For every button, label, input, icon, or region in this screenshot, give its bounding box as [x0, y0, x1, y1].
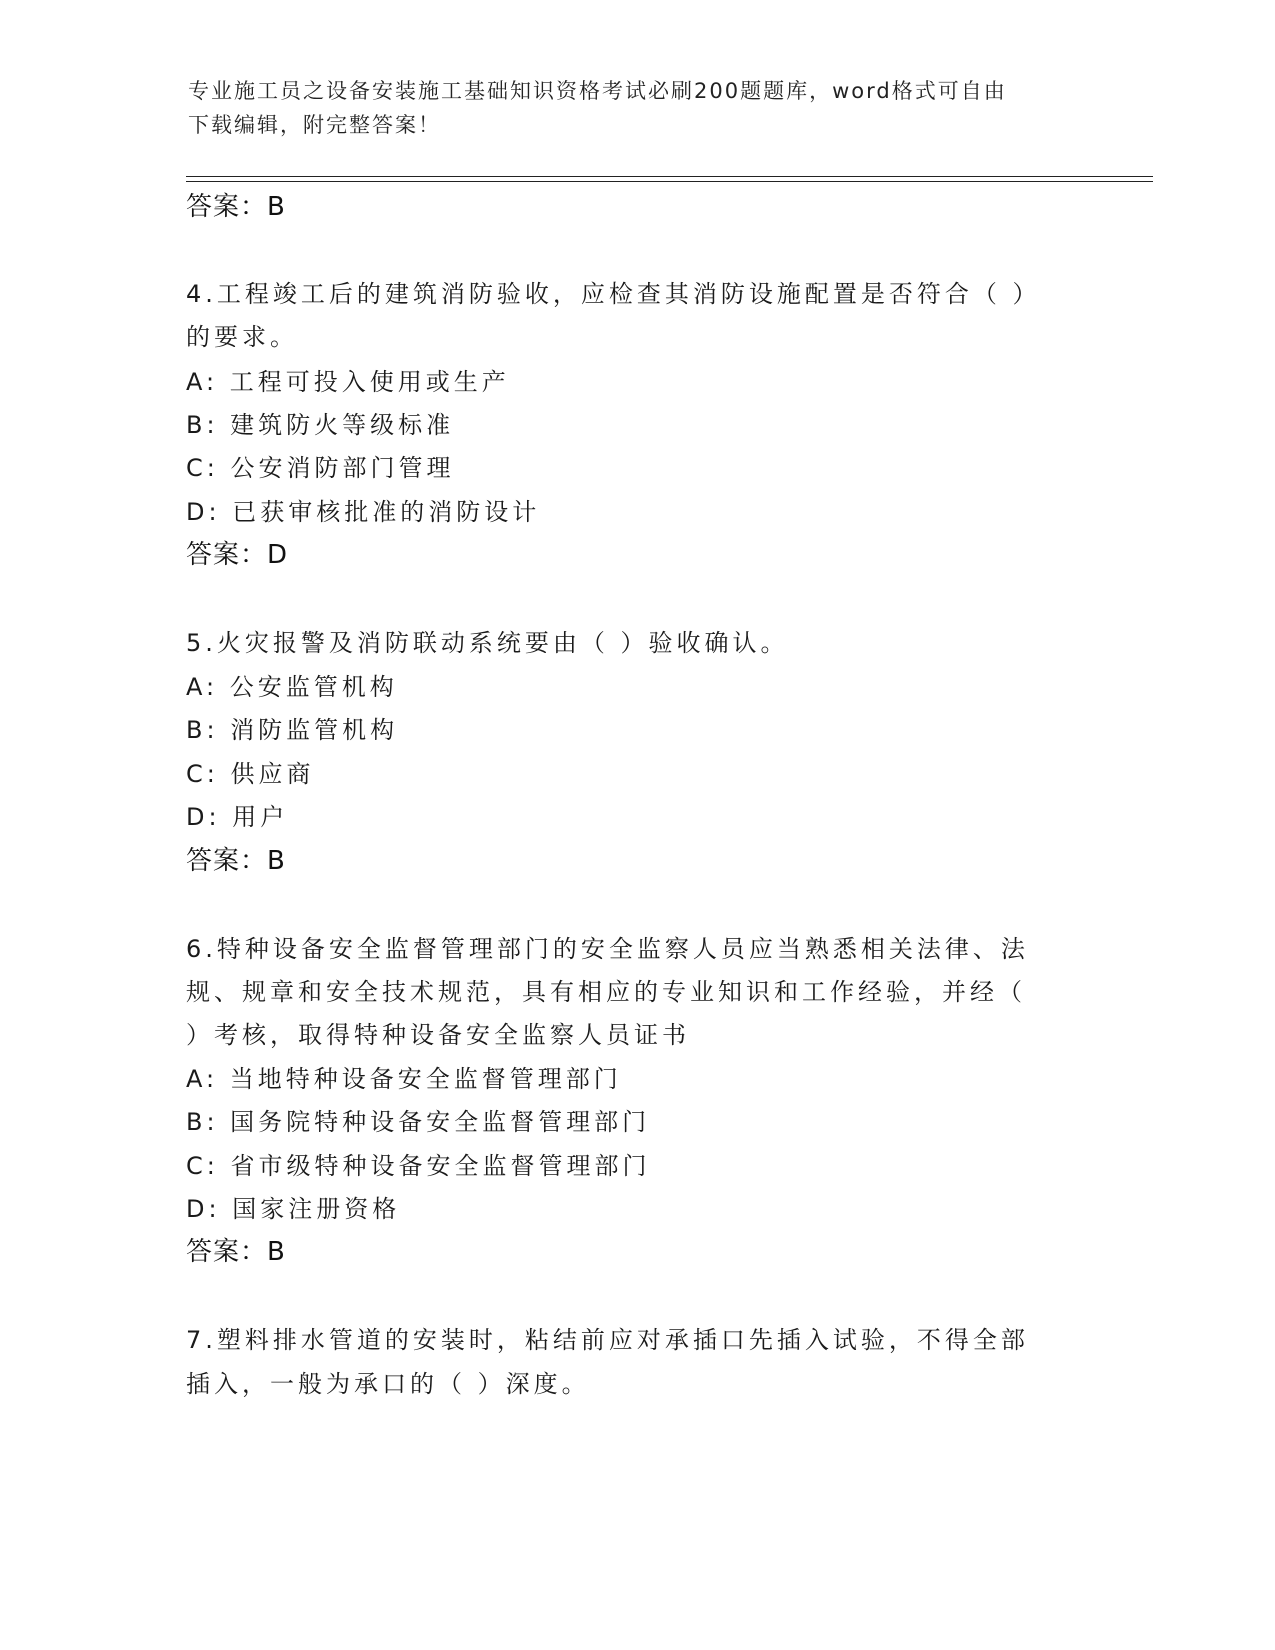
header-divider-top — [186, 176, 1153, 177]
question-7-stem-line-2: 插入，一般为承口的（ ）深度。 — [186, 1370, 590, 1398]
question-6-option-d: D: 国家注册资格 — [186, 1195, 401, 1223]
question-4-option-a: A: 工程可投入使用或生产 — [186, 368, 510, 396]
question-6-option-a: A: 当地特种设备安全监督管理部门 — [186, 1065, 622, 1093]
question-7-stem-line-1: 7.塑料排水管道的安装时，粘结前应对承插口先插入试验，不得全部 — [186, 1326, 1029, 1354]
question-4-option-c: C: 公安消防部门管理 — [186, 454, 455, 482]
header-line-2: 下载编辑，附完整答案！ — [188, 113, 441, 137]
page-header — [188, 74, 1068, 142]
question-5-option-a: A: 公安监管机构 — [186, 673, 398, 701]
previous-answer: 答案：B — [186, 192, 286, 222]
header-divider-bottom — [186, 181, 1153, 182]
question-4-option-b: B: 建筑防火等级标准 — [186, 411, 455, 439]
question-5-option-d: D: 用户 — [186, 803, 289, 831]
question-4-stem-line-1: 4.工程竣工后的建筑消防验收，应检查其消防设施配置是否符合（ ） — [186, 280, 1041, 308]
question-5-answer: 答案：B — [186, 846, 286, 876]
question-5-stem-line-1: 5.火灾报警及消防联动系统要由（ ）验收确认。 — [186, 629, 789, 657]
question-6-option-c: C: 省市级特种设备安全监督管理部门 — [186, 1152, 651, 1180]
question-6-option-b: B: 国务院特种设备安全监督管理部门 — [186, 1108, 651, 1136]
question-6-answer: 答案：B — [186, 1237, 286, 1267]
question-6-stem-line-3: ）考核，取得特种设备安全监察人员证书 — [186, 1021, 690, 1049]
question-4-option-d: D: 已获审核批准的消防设计 — [186, 498, 541, 526]
header-line-1: 专业施工员之设备安装施工基础知识资格考试必刷200题题库，word格式可自由 — [188, 79, 1007, 103]
question-5-option-c: C: 供应商 — [186, 760, 315, 788]
question-6-stem-line-1: 6.特种设备安全监督管理部门的安全监察人员应当熟悉相关法律、法 — [186, 935, 1029, 963]
question-5-option-b: B: 消防监管机构 — [186, 716, 399, 744]
question-4-answer: 答案：D — [186, 540, 289, 570]
question-4-stem-line-2: 的要求。 — [186, 323, 298, 351]
question-6-stem-line-2: 规、规章和安全技术规范，具有相应的专业知识和工作经验，并经（ — [186, 978, 1026, 1006]
